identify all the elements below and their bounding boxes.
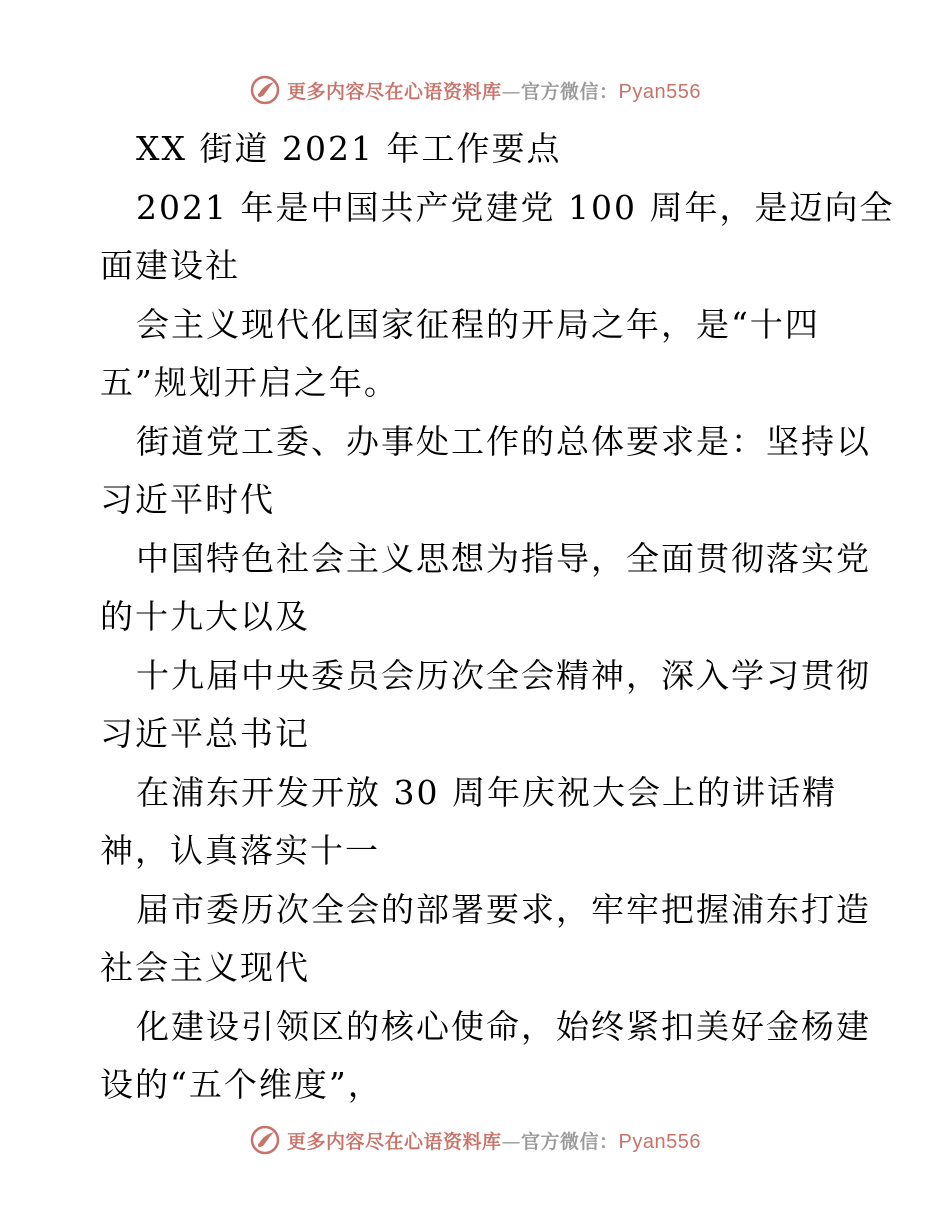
paragraph-line: 街道党工委、办事处工作的总体要求是：坚持以 [136,421,871,461]
brand-banner [249,74,701,106]
paragraph-line: 届市委历次全会的部署要求，牢牢把握浦东打造 [136,889,871,929]
paragraph-line: 中国特色社会主义思想为指导，全面贯彻落实党 [136,538,871,578]
paragraph-line: 设的“五个维度”， [100,1065,383,1104]
wechat-label: 官方微信： [521,1130,619,1153]
paragraph-line: 习近平时代 [100,480,275,519]
page-header [0,70,950,110]
brand-dash: — [501,80,522,103]
paragraph-line: 五”规划开启之年。 [100,363,399,402]
brand-dash: — [501,1130,522,1153]
brand-name: 更多内容尽在心语资料库 [287,1130,502,1153]
paragraph-line: 十九届中央委员会历次全会精神，深入学习贯彻 [136,655,871,695]
brand-text [287,1127,701,1154]
paragraph-line: 习近平总书记 [100,714,310,753]
paragraph-line: 2021 年是中国共产党建党 100 周年，是迈向全 [136,187,895,227]
paragraph-line: 化建设引领区的核心使命，始终紧扣美好金杨建 [136,1006,871,1046]
brand-name: 更多内容尽在心语资料库 [287,80,502,103]
brand-logo-icon [249,74,281,106]
document-body [100,120,895,1115]
wechat-id: Pyan556 [618,1130,701,1153]
paragraph-line: 的十九大以及 [100,597,310,636]
page-footer [0,1120,950,1160]
paragraph-line: 神，认真落实十一 [100,831,380,870]
brand-logo-icon [249,1124,281,1156]
brand-text [287,77,701,104]
brand-banner [249,1124,701,1156]
paragraph-line: 社会主义现代 [100,948,310,987]
paragraph-line: 面建设社 [100,246,240,285]
wechat-id: Pyan556 [618,80,701,103]
document-title: XX 街道 2021 年工作要点 [136,129,562,168]
paragraph-line: 在浦东开发开放 30 周年庆祝大会上的讲话精 [136,772,837,812]
paragraph-line: 会主义现代化国家征程的开局之年，是“十四 [136,304,820,344]
wechat-label: 官方微信： [521,80,619,103]
